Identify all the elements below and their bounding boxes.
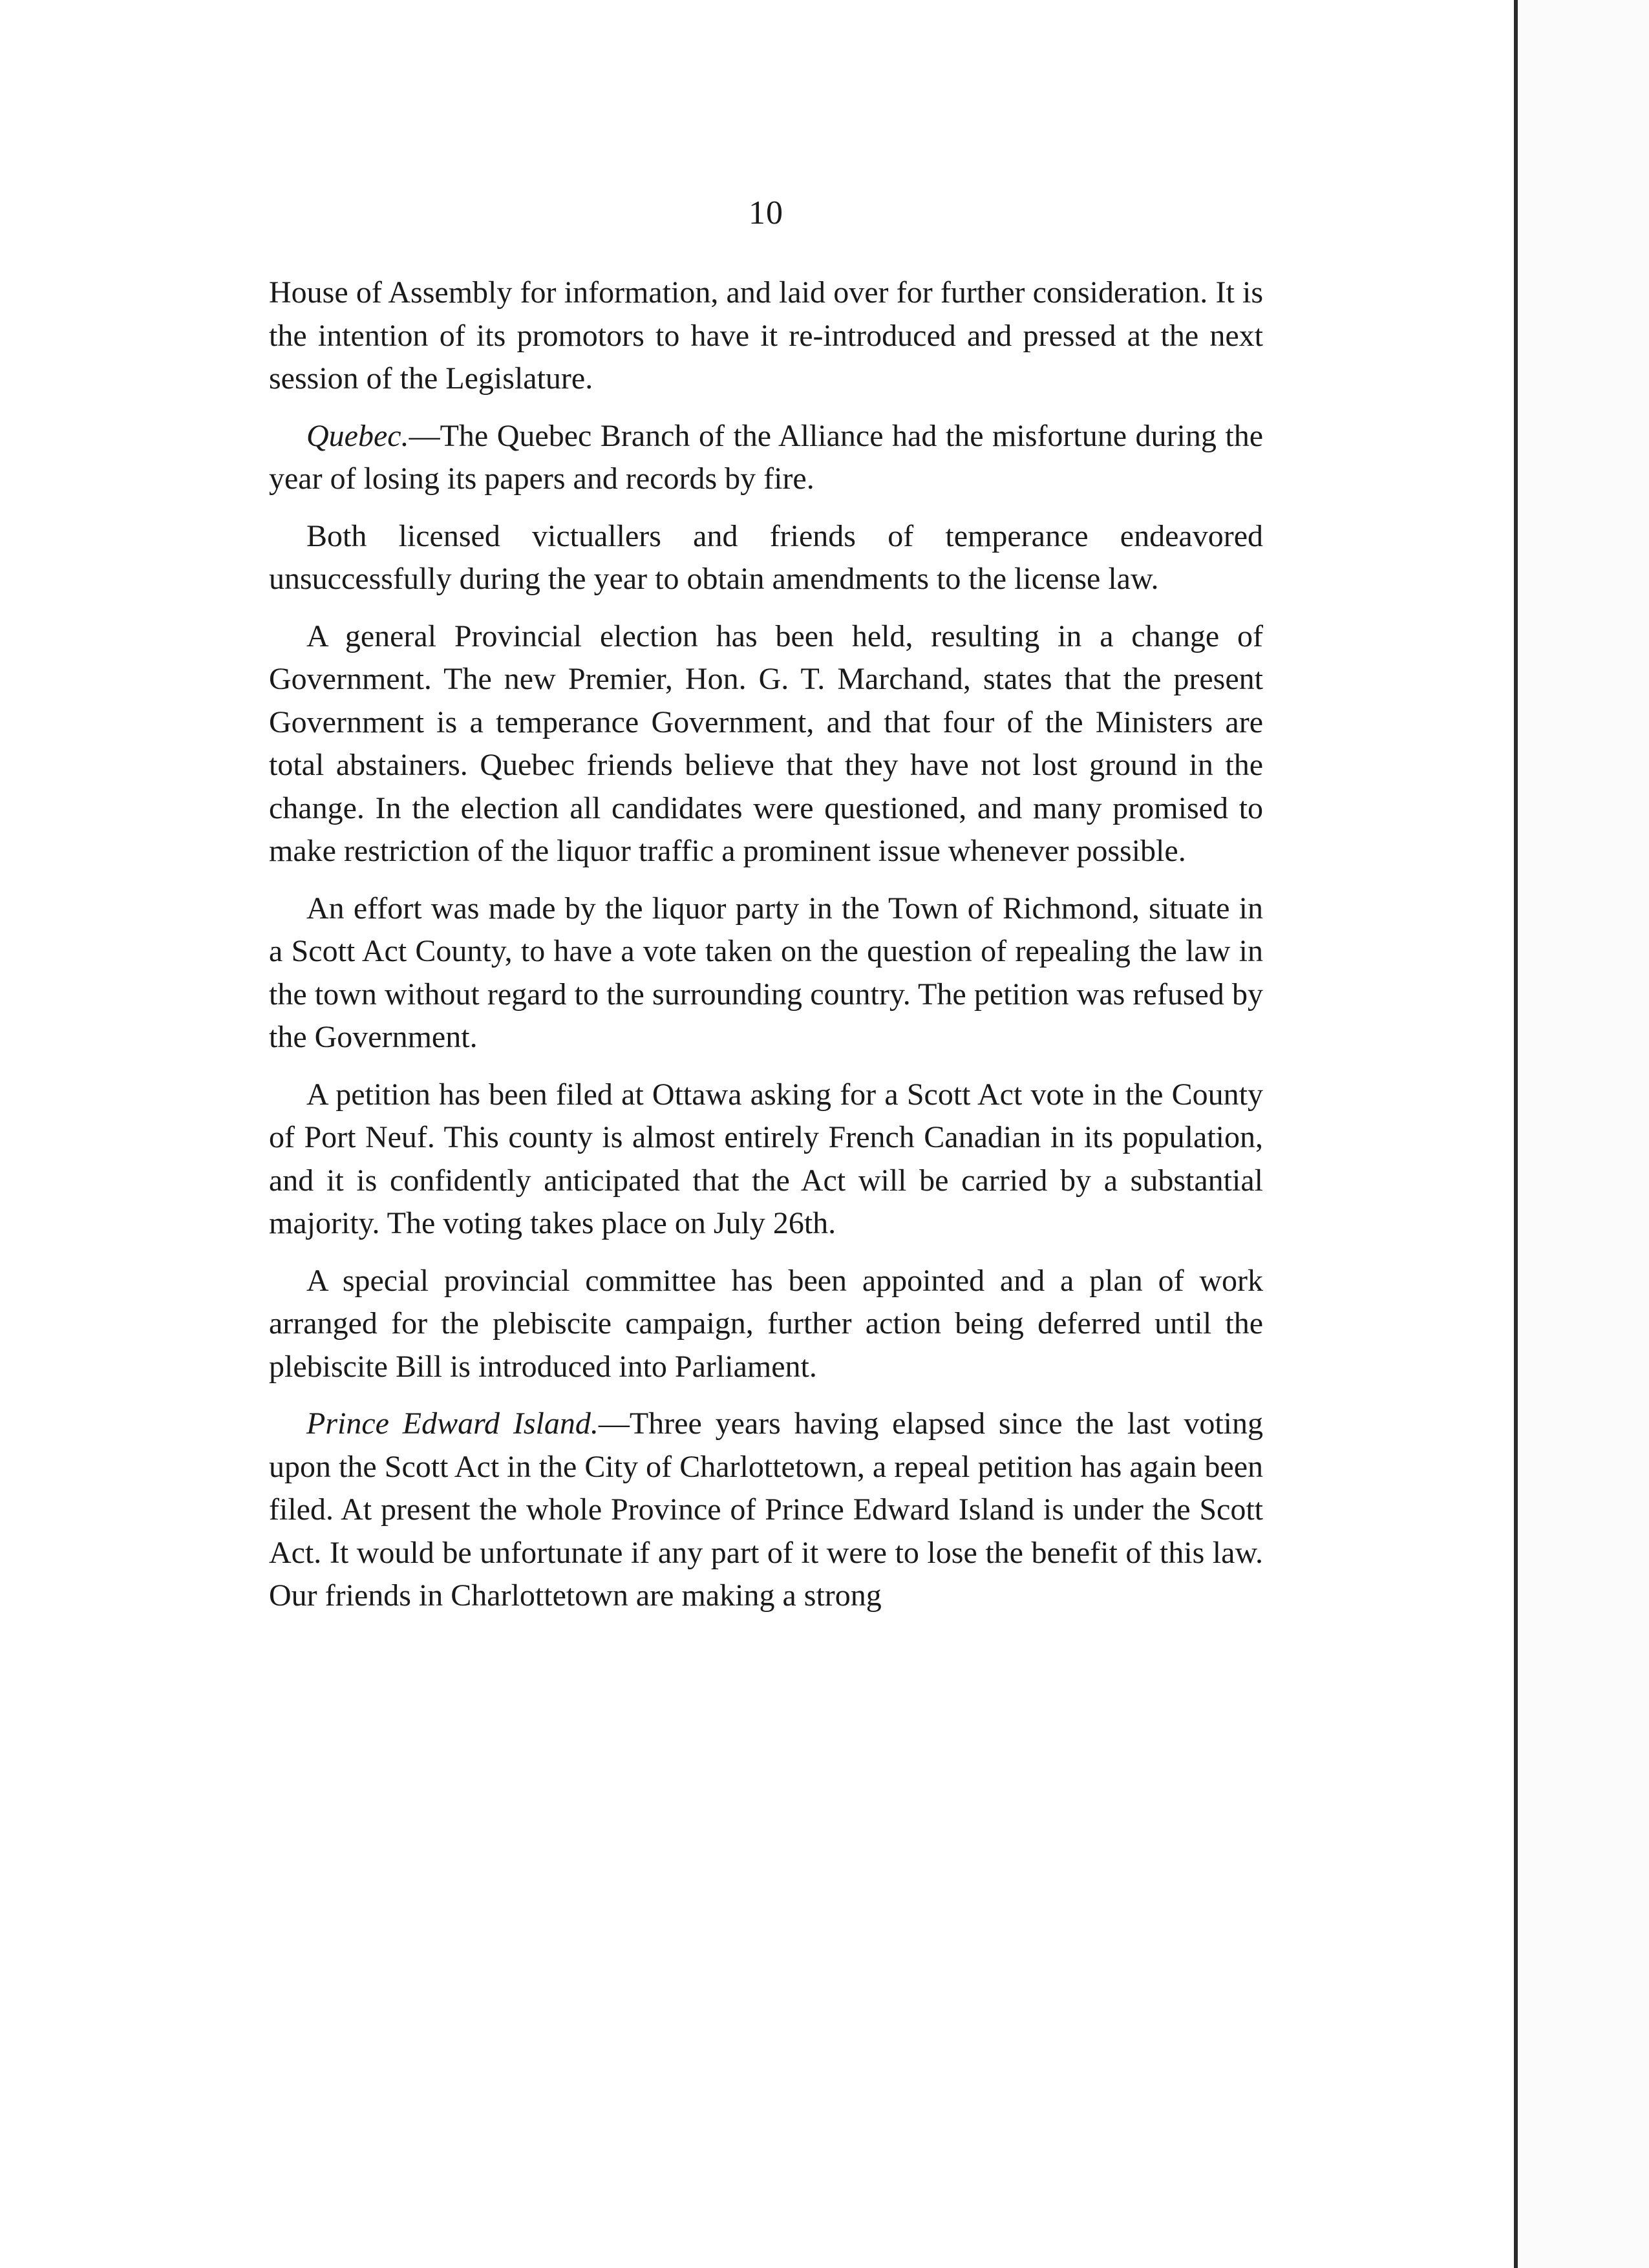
paragraph-text: A petition has been filed at Ottawa asking for a Scott Act vote in the County of Port Neuf. This county is almost entirely French Canadian in its population, and it is confidently anticipated that the Act will be carried by a substantial majority. The voting takes place on July 26th.: [269, 1077, 1263, 1240]
section-heading-quebec: Quebec.: [306, 418, 409, 453]
paragraph-text: —Three years having elapsed since the last voting upon the Scott Act in the City of Charlottetown, a repeal petition has again been filed. At present the whole Province of Prince Edward Island is under the Scott Act. It would be unfortunate if any part of it were to lose the benefit of this law. Our friends in Charlottetown are making a strong: [269, 1406, 1263, 1613]
section-heading-prince-edward-island: Prince Edward Island.: [306, 1406, 599, 1441]
paragraph-text: Both licensed victuallers and friends of temperance endeavored unsuccessfully during the year to obtain amendments to the license law.: [269, 518, 1263, 596]
paragraph-quebec: [269, 415, 1263, 501]
paragraph-assembly-continuation: [269, 271, 1263, 401]
paragraph-port-neuf: [269, 1074, 1263, 1245]
adjacent-page-margin: [1518, 0, 1649, 2268]
paragraph-provincial-election: [269, 615, 1263, 873]
paragraph-license-law: [269, 515, 1263, 601]
paragraph-text: A general Provincial election has been held, resulting in a change of Government. The new Premier, Hon. G. T. Marchand, states that the present Government is a temperance Government, and that four of the Ministers are total abstainers. Quebec friends believe that they have not lost ground in the change. In the election all candidates were questioned, and many promised to make restriction of the liquor traffic a prominent issue whenever possible.: [269, 619, 1263, 868]
body-text: [269, 271, 1263, 1632]
page-number: 10: [749, 195, 783, 231]
paragraph-richmond: [269, 887, 1263, 1059]
paragraph-prince-edward-island: [269, 1403, 1263, 1618]
paragraph-text: House of Assembly for information, and laid over for further consideration. It is the intention of its promotors to have it re-introduced and pressed at the next session of the Legislature.: [269, 275, 1263, 396]
paragraph-text: A special provincial committee has been appointed and a plan of work arranged for the plebiscite campaign, further action being deferred until the plebiscite Bill is introduced into Parliament.: [269, 1263, 1263, 1384]
paragraph-text: —The Quebec Branch of the Alliance had the misfortune during the year of losing its papers and records by fire.: [269, 418, 1263, 496]
paragraph-plebiscite-committee: [269, 1260, 1263, 1389]
paragraph-text: An effort was made by the liquor party in the Town of Richmond, situate in a Scott Act County, to have a vote taken on the question of repealing the law in the town without regard to the surrounding country. The petition was refused by the Government.: [269, 891, 1263, 1054]
